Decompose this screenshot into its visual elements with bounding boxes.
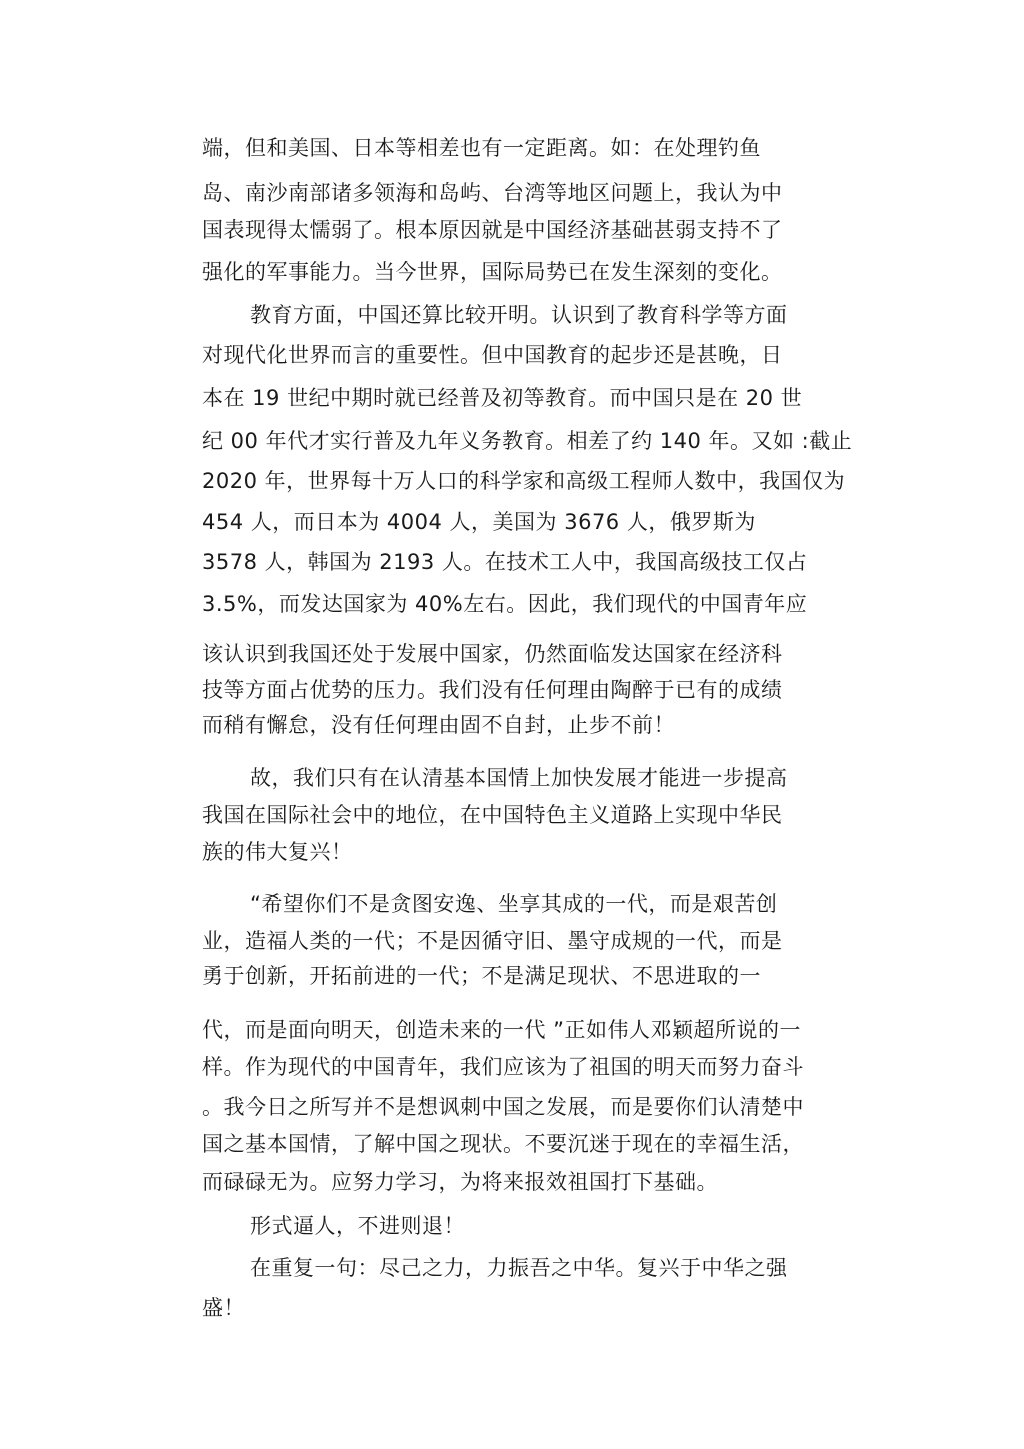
- text-line: 端，但和美国、日本等相差也有一定距离。如：在处理钓鱼: [202, 136, 761, 160]
- text-line: 3578 人，韩国为 2193 人。在技术工人中，我国高级技工仅占: [202, 550, 808, 574]
- text-line: 盛！: [202, 1296, 245, 1320]
- text-line: 国表现得太懦弱了。根本原因就是中国经济基础甚弱支持不了: [202, 218, 783, 242]
- text-line: 我国在国际社会中的地位，在中国特色主义道路上实现中华民: [202, 803, 783, 827]
- paragraph-start-line: “希望你们不是贪图安逸、坐享其成的一代，而是艰苦创: [250, 892, 778, 916]
- text-line: 样。作为现代的中国青年，我们应该为了祖国的明天而努力奋斗: [202, 1055, 804, 1079]
- text-line: 而稍有懈怠，没有任何理由固不自封，止步不前！: [202, 713, 675, 737]
- text-line: 本在 19 世纪中期时就已经普及初等教育。而中国只是在 20 世: [202, 386, 803, 410]
- text-line: 3.5%，而发达国家为 40%左右。因此，我们现代的中国青年应: [202, 592, 808, 616]
- text-line: 。我今日之所写并不是想讽刺中国之发展，而是要你们认清楚中: [202, 1095, 804, 1119]
- text-line: 国之基本国情，了解中国之现状。不要沉迷于现在的幸福生活，: [202, 1132, 804, 1156]
- text-line: 而碌碌无为。应努力学习，为将来报效祖国打下基础。: [202, 1170, 718, 1194]
- paragraph-start-line: 形式逼人，不进则退！: [250, 1214, 465, 1238]
- text-line: 岛、南沙南部诸多领海和岛屿、台湾等地区问题上，我认为中: [202, 181, 783, 205]
- text-line: 族的伟大复兴！: [202, 840, 353, 864]
- paragraph-start-line: 故，我们只有在认清基本国情上加快发展才能进一步提高: [250, 766, 788, 790]
- text-line: 2020 年，世界每十万人口的科学家和高级工程师人数中，我国仅为: [202, 469, 846, 493]
- text-line: 纪 00 年代才实行普及九年义务教育。相差了约 140 年。又如 :截止: [202, 429, 853, 453]
- text-line: 勇于创新，开拓前进的一代；不是满足现状、不思进取的一: [202, 964, 761, 988]
- text-line: 该认识到我国还处于发展中国家，仍然面临发达国家在经济科: [202, 642, 783, 666]
- text-line: 454 人，而日本为 4004 人，美国为 3676 人，俄罗斯为: [202, 510, 756, 534]
- text-line: 代，而是面向明天，创造未来的一代 ”正如伟人邓颖超所说的一: [202, 1018, 802, 1042]
- paragraph-start-line: 在重复一句：尽己之力，力振吾之中华。复兴于中华之强: [250, 1256, 788, 1280]
- paragraph-start-line: 教育方面，中国还算比较开明。认识到了教育科学等方面: [250, 303, 788, 327]
- text-line: 强化的军事能力。当今世界，国际局势已在发生深刻的变化。: [202, 260, 783, 284]
- text-line: 技等方面占优势的压力。我们没有任何理由陶醉于已有的成绩: [202, 678, 783, 702]
- text-line: 对现代化世界而言的重要性。但中国教育的起步还是甚晚，日: [202, 343, 783, 367]
- text-line: 业，造福人类的一代；不是因循守旧、墨守成规的一代，而是: [202, 929, 783, 953]
